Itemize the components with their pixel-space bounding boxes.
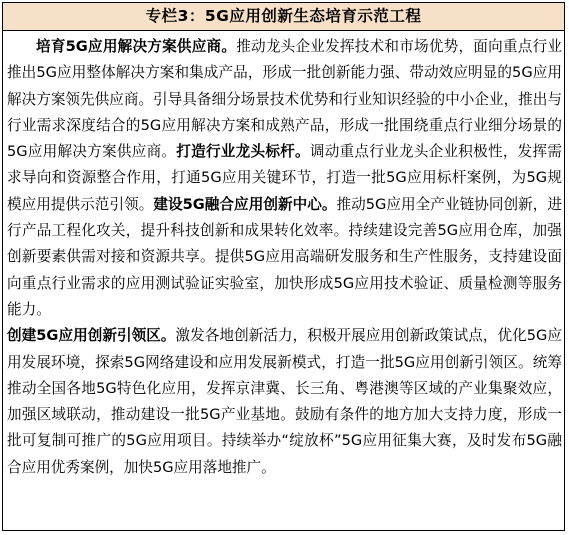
body-leading-zone: 激发各地创新活力，积极开展应用创新政策试点，优化5G应用发展环境，探索5G网络建设和应用发展新模式，打造一批5G应用创新引领区。统筹推动全国各地5G特色化应用，发挥京津冀、长三角、粤港澳等区域的产业集聚效应，加强区域联动，推动建设一批5G产业基地。鼓励有条件的地方加大支持力度，形成一批可复制可推广的5G应用项目。持续举办“绽放杯”5G应用征集大赛，及时发布5G融合应用优秀案例，加快5G应用落地推广。 — [7, 327, 562, 476]
feature-box — [2, 2, 565, 531]
body-industry-benchmark: 调动重点行业龙头企业积极性，发挥需求导向和资源整合作用，打通5G应用关键环节，打造一批5G应用标杆案例，为5G规模应用提供示范引领。 — [7, 143, 562, 213]
body-solution-provider: 推动龙头企业发挥技术和市场优势，面向重点行业推出5G应用整体解决方案和集成产品，形成一批创新能力强、带动效应明显的5G应用解决方案领先供应商。引导具备细分场景技术优势和行业知识经验的中小企业，推出与行业需求深度结合的5G应用解决方案和成熟产品，形成一批围绕重点行业细分场景的5G应用解决方案供应商。 — [7, 38, 562, 161]
heading-industry-benchmark: 打造行业龙头标杆。 — [176, 143, 310, 161]
heading-innovation-center: 建设5G融合应用创新中心。 — [153, 195, 337, 213]
box-title: 专栏3：5G应用创新生态培育示范工程 — [3, 3, 564, 31]
paragraph-1 — [7, 34, 562, 323]
box-content — [7, 34, 562, 481]
paragraph-2 — [7, 323, 562, 481]
heading-leading-zone: 创建5G应用创新引领区。 — [7, 327, 176, 345]
heading-solution-provider: 培育5G应用解决方案供应商。 — [36, 38, 237, 55]
body-innovation-center: 推动5G应用全产业链协同创新，进行产品工程化攻关，提升科技创新和成果转化效率。持续建设完善5G应用仓库，加强创新要素供需对接和资源共享。提供5G应用高端研发服务和生产性服务，支持建设面向重点行业需求的应用测试验证实验室，加快形成5G应用技术验证、质量检测等服务能力。 — [7, 195, 562, 318]
